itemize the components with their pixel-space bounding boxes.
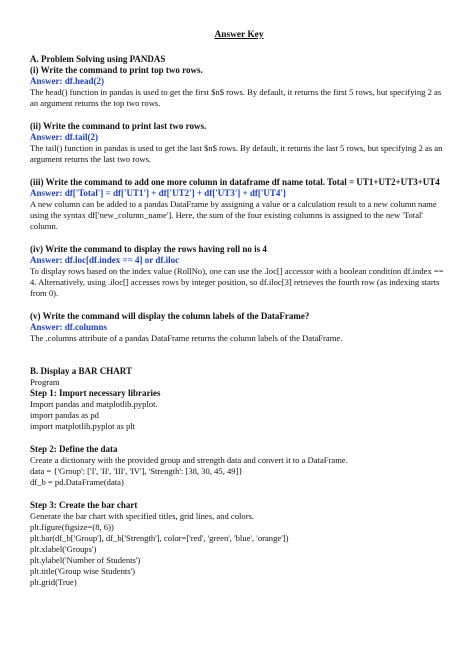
question-3: (iii) Write the command to add one more column in dataframe df name total. Total = UT1+UT2+UT3+UT4: [30, 177, 440, 187]
step-2-title: Step 2: Define the data: [30, 444, 118, 454]
explanation-2: The tail() function in pandas is used to get the last $n$ rows. By default, it returns the last 5 rows, but specifying 2 as an argument returns the last two rows.: [30, 143, 443, 164]
answer-2: Answer: df.tail(2): [30, 132, 98, 142]
step-1-line: import pandas as pd: [30, 410, 99, 420]
question-5: (v) Write the command will display the column labels of the DataFrame?: [30, 311, 310, 321]
step-1-line: import matplotlib.pyplot as plt: [30, 421, 136, 431]
section-a-heading: A. Problem Solving using PANDAS: [30, 54, 166, 64]
answer-3: Answer: df['Total'] = df['UT1'] + df['UT2'] + df['UT3'] + df['UT4']: [30, 188, 286, 198]
program-label: Program: [30, 377, 60, 387]
step-2-line: data = {'Group': ['I', 'II', 'III', 'IV'], 'Strength': [38, 30, 45, 49]}: [30, 466, 243, 476]
explanation-4: To display rows based on the index value (RollNo), one can use the .loc[] accessor with a boolean condition df.index == 4. Alternatively, using .iloc[] accesses rows by integer position, so df.iloc[3] retrieves the fourth row (as indexing starts from 0).: [30, 266, 444, 298]
spacer: [30, 488, 448, 500]
step-3-line: plt.ylabel('Number of Students'): [30, 555, 141, 565]
step-2-line: df_b = pd.DataFrame(data): [30, 477, 124, 487]
question-2: (ii) Write the command to print last two rows.: [30, 121, 207, 131]
question-4: (iv) Write the command to display the rows having roll no is 4: [30, 244, 267, 254]
step-1-title: Step 1: Import necessary libraries: [30, 388, 161, 398]
spacer: [30, 165, 448, 177]
question-1: (i) Write the command to print top two rows.: [30, 65, 203, 75]
explanation-1: The head() function in pandas is used to get the first $n$ rows. By default, it returns the first 5 rows, but specifying 2 as an argument returns the top two rows.: [30, 87, 442, 108]
spacer: [30, 432, 448, 444]
answer-4: Answer: df.loc[df.index == 4] or df.iloc: [30, 255, 180, 265]
answer-1: Answer: df.head(2): [30, 76, 104, 86]
step-3-line: plt.xlabel('Groups'): [30, 544, 97, 554]
spacer: [30, 109, 448, 121]
step-3-line: plt.title('Group wise Students'): [30, 566, 136, 576]
section-b-heading: B. Display a BAR CHART: [30, 366, 132, 376]
spacer: [30, 344, 448, 366]
explanation-5: The .columns attribute of a pandas DataFrame returns the column labels of the DataFrame.: [30, 333, 343, 343]
step-3-line: Generate the bar chart with specified titles, grid lines, and colors.: [30, 511, 255, 521]
page-title: Answer Key: [214, 30, 264, 40]
step-3-line: plt.grid(True): [30, 577, 77, 587]
answer-5: Answer: df.columns: [30, 322, 108, 332]
step-1-line: Import pandas and matplotlib.pyplot.: [30, 399, 158, 409]
explanation-3: A new column can be added to a pandas DataFrame by assigning a value or a calculation result to a new column name using the syntax df['new_column_name']. Here, the sum of the four existing columns is assigned to the new 'Total' column.: [30, 199, 437, 231]
spacer: [30, 299, 448, 311]
step-2-line: Create a dictionary with the provided group and strength data and convert it to a DataFrame.: [30, 455, 348, 465]
step-3-line: plt.bar(df_b['Group'], df_b['Strength'], color=['red', 'green', 'blue', 'orange']): [30, 533, 289, 543]
spacer: [30, 232, 448, 244]
step-3-line: plt.figure(figsize=(8, 6)): [30, 522, 114, 532]
step-3-title: Step 3: Create the bar chart: [30, 500, 138, 510]
